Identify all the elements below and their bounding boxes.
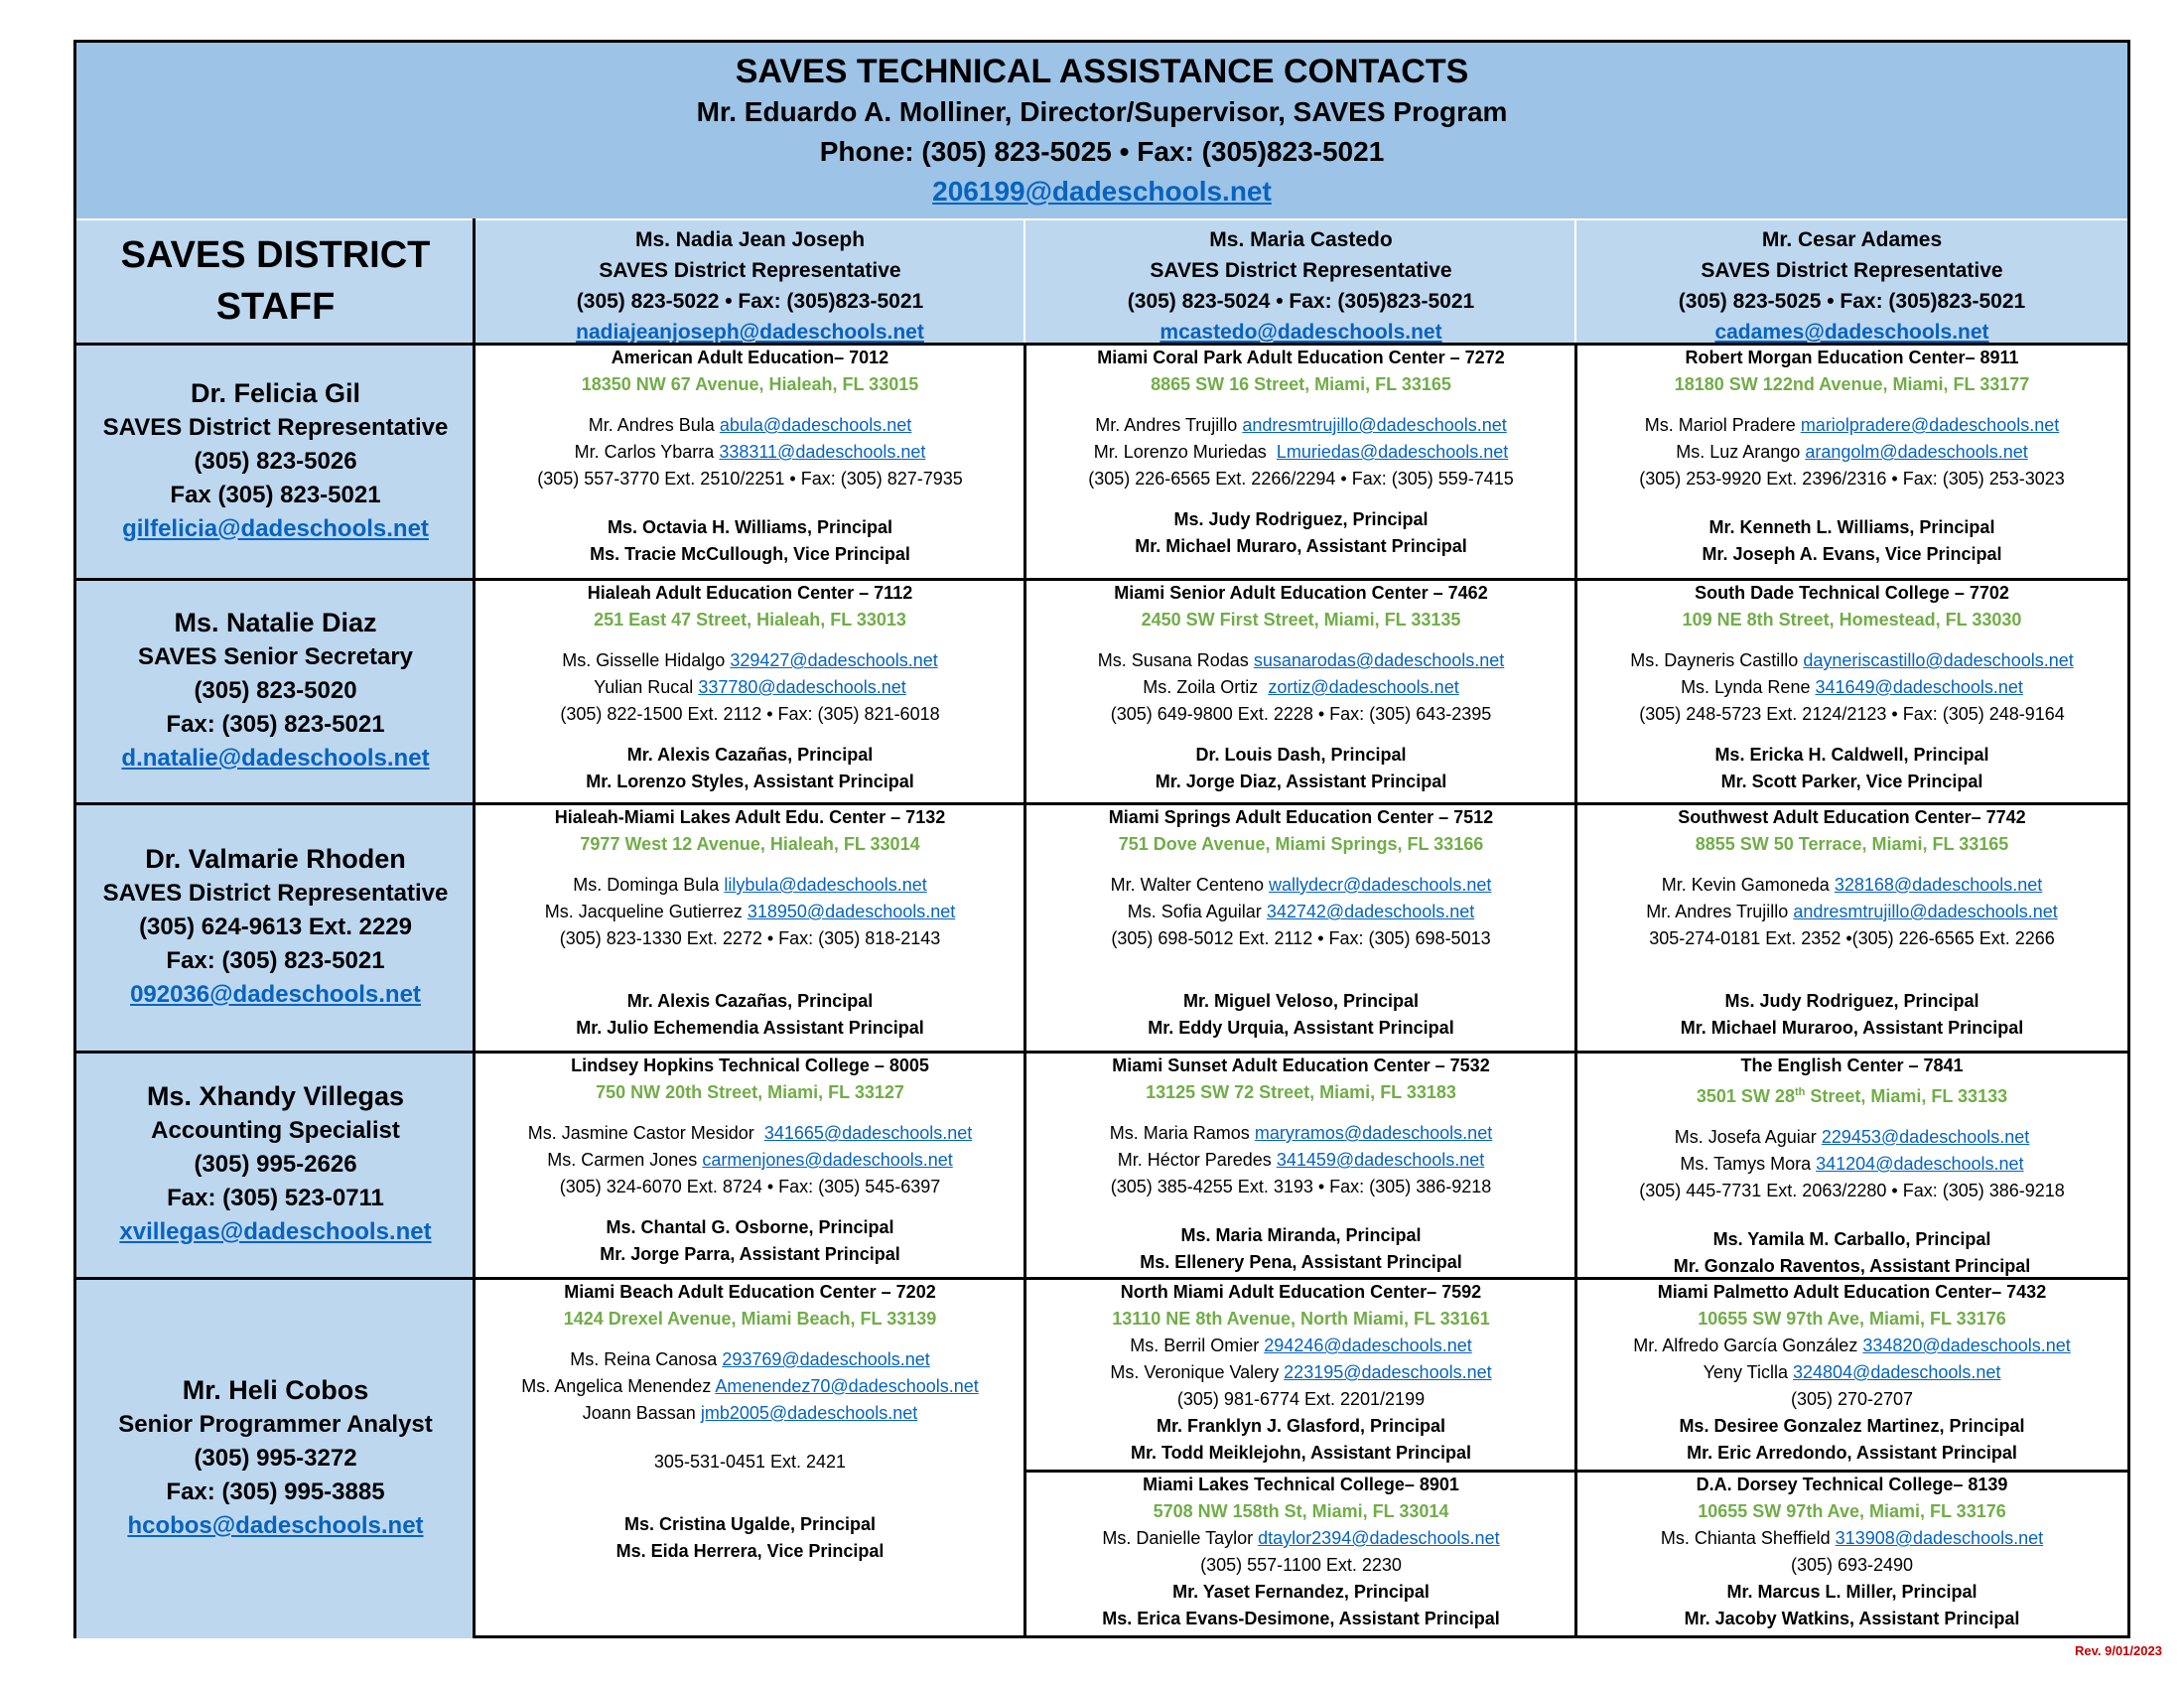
center-name: Robert Morgan Education Center– 8911 [1685, 348, 2019, 367]
contact-line [475, 1120, 1025, 1147]
rep-role: SAVES District Representative [599, 259, 901, 282]
divider [76, 343, 2127, 346]
contact-email-link[interactable]: arangolm@dadeschools.net [1805, 442, 2028, 462]
contact-name: Mr. Kevin Gamoneda [1661, 875, 1830, 895]
contact-name: Mr. Andres Trujillo [1646, 902, 1789, 921]
contact-line [475, 872, 1025, 899]
assistant-principal: Mr. Gonzalo Raventos, Assistant Principal [1673, 1256, 2031, 1276]
assistant-principal: Mr. Lorenzo Styles, Assistant Principal [586, 772, 914, 791]
center-address: 13125 SW 72 Street, Miami, FL 33183 [1146, 1082, 1456, 1102]
rep-email-link[interactable]: nadiajeanjoseph@dadeschools.net [576, 321, 924, 344]
contact-line [1025, 1359, 1576, 1386]
assistant-principal: Mr. Jorge Diaz, Assistant Principal [1155, 772, 1447, 791]
center-card [1576, 1470, 2127, 1638]
staff-fax: Fax (305) 823-5021 [170, 481, 381, 508]
center-name: North Miami Adult Education Center– 7592 [1120, 1282, 1482, 1302]
contact-email-link[interactable]: abula@dadeschools.net [719, 415, 912, 435]
divider [1024, 218, 1025, 343]
rep-role: SAVES District Representative [1150, 259, 1452, 282]
divider [473, 218, 476, 1638]
contact-email-link[interactable]: 294246@dadeschools.net [1264, 1336, 1472, 1355]
contact-name: Mr. Lorenzo Muriedas [1093, 442, 1267, 462]
contact-email-link[interactable]: maryramos@dadeschools.net [1254, 1123, 1493, 1143]
contact-email-link[interactable]: 324804@dadeschools.net [1792, 1362, 2001, 1382]
contact-name: Ms. Sofia Aguilar [1127, 902, 1262, 921]
rep-name: Mr. Cesar Adames [1761, 228, 1943, 251]
contact-name: Mr. Héctor Paredes [1117, 1150, 1272, 1170]
staff-fax: Fax: (305) 823-5021 [166, 711, 385, 738]
contact-email-link[interactable]: 341649@dadeschools.net [1815, 677, 2023, 697]
contact-line [475, 439, 1025, 466]
staff-name: Ms. Natalie Diaz [174, 608, 377, 637]
address-part: Street, Miami, FL 33133 [1805, 1086, 2008, 1106]
center-phone: (305) 649-9800 Ext. 2228 • Fax: (305) 643-2395 [1110, 704, 1492, 724]
contact-email-link[interactable]: 342742@dadeschools.net [1266, 902, 1475, 921]
principal: Ms. Desiree Gonzalez Martinez, Principal [1679, 1416, 2025, 1436]
vice-principal: Ms. Eida Herrera, Vice Principal [615, 1541, 885, 1561]
center-phone: (305) 385-4255 Ext. 3193 • Fax: (305) 386-9218 [1110, 1177, 1492, 1196]
center-card [1025, 578, 1576, 802]
center-card [1025, 1470, 1576, 1638]
rep-column-2 [1025, 218, 1576, 343]
assistant-principal: Mr. Jacoby Watkins, Assistant Principal [1684, 1609, 2020, 1628]
center-name: Miami Lakes Technical College– 8901 [1143, 1475, 1459, 1494]
contact-name: Ms. Tamys Mora [1680, 1154, 1812, 1174]
staff-fax: Fax: (305) 995-3885 [166, 1478, 385, 1505]
rep-phone: (305) 823-5022 • Fax: (305)823-5021 [576, 290, 924, 313]
rep-role: SAVES District Representative [1701, 259, 2003, 282]
contact-email-link[interactable]: 337780@dadeschools.net [698, 677, 906, 697]
contact-line [1576, 674, 2127, 701]
contact-email-link[interactable]: carmenjones@dadeschools.net [702, 1150, 953, 1170]
staff-card [76, 1277, 475, 1638]
contact-email-link[interactable]: mariolpradere@dadeschools.net [1800, 415, 2060, 435]
principal: Ms. Maria Miranda, Principal [1180, 1225, 1422, 1245]
staff-phone: (305) 823-5026 [194, 447, 357, 475]
contact-line [1576, 439, 2127, 466]
contact-email-link[interactable]: 338311@dadeschools.net [719, 442, 926, 462]
contact-name: Ms. Josefa Aguiar [1674, 1127, 1817, 1147]
center-phone: (305) 324-6070 Ext. 8724 • Fax: (305) 545-6397 [559, 1177, 941, 1196]
staff-phone: (305) 995-2626 [194, 1151, 357, 1178]
center-card [475, 1277, 1025, 1638]
director-line: Mr. Eduardo A. Molliner, Director/Supervisor, SAVES Program [696, 96, 1508, 127]
contact-name: Ms. Jasmine Castor Mesidor [527, 1123, 754, 1143]
center-phone: (305) 823-1330 Ext. 2272 • Fax: (305) 818-2143 [559, 928, 941, 948]
contact-email-link[interactable]: dayneriscastillo@dadeschools.net [1803, 650, 2074, 670]
contact-name: Mr. Walter Centeno [1110, 875, 1264, 895]
staff-card [76, 578, 475, 802]
contact-line [1025, 439, 1576, 466]
contact-line [1025, 674, 1576, 701]
contact-name: Ms. Lynda Rene [1681, 677, 1811, 697]
center-name: Miami Senior Adult Education Center – 7462 [1114, 583, 1488, 603]
principal: Ms. Chantal G. Osborne, Principal [606, 1217, 894, 1237]
center-name: D.A. Dorsey Technical College– 8139 [1696, 1475, 2008, 1494]
center-name: Miami Coral Park Adult Education Center – 7272 [1097, 348, 1505, 367]
center-phone: (305) 557-3770 Ext. 2510/2251 • Fax: (305) 827-7935 [537, 469, 963, 489]
contact-email-link[interactable]: andresmtrujillo@dadeschools.net [1793, 902, 2058, 921]
contact-line [475, 412, 1025, 439]
center-address: 10655 SW 97th Ave, Miami, FL 33176 [1698, 1309, 2006, 1329]
center-address: 751 Dove Avenue, Miami Springs, FL 33166 [1118, 834, 1484, 854]
contact-email-link[interactable]: wallydecr@dadeschools.net [1269, 875, 1492, 895]
staff-role: Senior Programmer Analyst [118, 1411, 433, 1438]
contact-line [1576, 1333, 2127, 1359]
rep-email-link[interactable]: cadames@dadeschools.net [1714, 321, 1989, 344]
center-name: Southwest Adult Education Center– 7742 [1678, 807, 2026, 827]
center-address: 2450 SW First Street, Miami, FL 33135 [1141, 610, 1461, 630]
contact-name: Mr. Alfredo García González [1633, 1336, 1858, 1355]
staff-heading-line2: STAFF [215, 285, 336, 328]
address-ordinal: th [1794, 1086, 1806, 1098]
page-header [76, 43, 2127, 218]
center-name: Miami Palmetto Adult Education Center– 7432 [1657, 1282, 2047, 1302]
rep-phone: (305) 823-5025 • Fax: (305)823-5021 [1678, 290, 2026, 313]
contact-email-link[interactable]: 341665@dadeschools.net [763, 1123, 973, 1143]
center-name: American Adult Education– 7012 [611, 348, 889, 367]
center-card [475, 343, 1025, 578]
contact-name: Ms. Maria Ramos [1109, 1123, 1250, 1143]
principal: Ms. Cristina Ugalde, Principal [623, 1514, 877, 1534]
contact-line [1576, 872, 2127, 899]
contact-name: Ms. Luz Arango [1676, 442, 1801, 462]
contact-line [1576, 647, 2127, 674]
center-address: 8865 SW 16 Street, Miami, FL 33165 [1151, 374, 1451, 394]
center-address: 10655 SW 97th Ave, Miami, FL 33176 [1698, 1501, 2006, 1521]
contact-line [475, 1147, 1025, 1174]
center-phone: 305-531-0451 Ext. 2421 [653, 1452, 847, 1472]
principal: Ms. Yamila M. Carballo, Principal [1712, 1229, 1991, 1249]
principal: Mr. Yaset Fernandez, Principal [1172, 1582, 1430, 1602]
staff-name: Dr. Valmarie Rhoden [145, 844, 406, 874]
center-card [1025, 343, 1576, 578]
contact-line [475, 674, 1025, 701]
center-card [1576, 1051, 2127, 1277]
staff-role: SAVES Senior Secretary [137, 643, 414, 670]
center-address: 8855 SW 50 Terrace, Miami, FL 33165 [1695, 834, 2009, 854]
divider [76, 578, 2127, 581]
rep-phone: (305) 823-5024 • Fax: (305)823-5021 [1127, 290, 1475, 313]
staff-email-link[interactable]: hcobos@dadeschools.net [127, 1512, 424, 1539]
principal: Mr. Alexis Cazañas, Principal [626, 991, 874, 1011]
contact-email-link[interactable]: 328168@dadeschools.net [1834, 875, 2043, 895]
principal: Ms. Judy Rodriguez, Principal [1724, 991, 1979, 1011]
divider [76, 1051, 2127, 1054]
contact-name: Ms. Angelica Menendez [521, 1376, 712, 1396]
contact-email-link[interactable]: lilybula@dadeschools.net [724, 875, 927, 895]
center-card [1576, 1277, 2127, 1470]
center-name: Hialeah Adult Education Center – 7112 [587, 583, 913, 603]
center-name: Miami Sunset Adult Education Center – 7532 [1112, 1055, 1490, 1075]
vice-principal: Ms. Tracie McCullough, Vice Principal [590, 544, 910, 564]
divider [76, 802, 2127, 805]
principal: Mr. Miguel Veloso, Principal [1182, 991, 1420, 1011]
assistant-principal: Mr. Julio Echemendia Assistant Principal [576, 1018, 924, 1038]
staff-email-link[interactable]: d.natalie@dadeschools.net [121, 745, 430, 772]
contact-name: Ms. Dayneris Castillo [1630, 650, 1799, 670]
contact-line [1576, 1124, 2127, 1151]
center-phone: (305) 822-1500 Ext. 2112 • Fax: (305) 821-6018 [560, 704, 940, 724]
contact-line [1576, 1359, 2127, 1386]
center-phone: (305) 693-2490 [1790, 1555, 1914, 1575]
staff-card [76, 802, 475, 1051]
rep-name: Ms. Maria Castedo [1209, 228, 1393, 251]
staff-name: Ms. Xhandy Villegas [146, 1081, 405, 1111]
center-card [1576, 802, 2127, 1051]
contact-line [475, 1346, 1025, 1373]
divider [1574, 218, 1576, 343]
contact-email-link[interactable]: 229453@dadeschools.net [1821, 1127, 2030, 1147]
principal: Ms. Ericka H. Caldwell, Principal [1714, 745, 1989, 765]
principal: Ms. Judy Rodriguez, Principal [1173, 509, 1429, 529]
contact-name: Ms. Gisselle Hidalgo [562, 650, 726, 670]
assistant-principal: Ms. Erica Evans-Desimone, Assistant Principal [1102, 1609, 1500, 1628]
center-address: 7977 West 12 Avenue, Hialeah, FL 33014 [580, 834, 920, 854]
principal: Mr. Franklyn J. Glasford, Principal [1156, 1416, 1446, 1436]
staff-fax: Fax: (305) 523-0711 [167, 1185, 384, 1211]
assistant-principal: Mr. Todd Meiklejohn, Assistant Principal [1130, 1443, 1472, 1463]
contact-line [1576, 1151, 2127, 1178]
contact-email-link[interactable]: 313908@dadeschools.net [1835, 1528, 2044, 1548]
center-address [1576, 1079, 2127, 1110]
contact-name: Ms. Veronique Valery [1110, 1362, 1280, 1382]
center-card [475, 578, 1025, 802]
contact-email-link[interactable]: 329427@dadeschools.net [730, 650, 938, 670]
contact-email-link[interactable]: 334820@dadeschools.net [1862, 1336, 2071, 1355]
staff-role: Accounting Specialist [151, 1117, 400, 1144]
center-address: 109 NE 8th Street, Homestead, FL 33030 [1682, 610, 2022, 630]
center-address: 750 NW 20th Street, Miami, FL 33127 [596, 1082, 904, 1102]
contact-name: Ms. Reina Canosa [570, 1349, 718, 1369]
page-title: SAVES TECHNICAL ASSISTANCE CONTACTS [735, 53, 1469, 90]
center-phone: (305) 248-5723 Ext. 2124/2123 • Fax: (305) 248-9164 [1639, 704, 2065, 724]
vice-principal: Mr. Joseph A. Evans, Vice Principal [1702, 544, 2002, 564]
contact-name: Yulian Rucal [594, 677, 694, 697]
center-name: Lindsey Hopkins Technical College – 8005 [571, 1055, 929, 1075]
contact-line [1025, 872, 1576, 899]
contact-email-link[interactable]: andresmtrujillo@dadeschools.net [1242, 415, 1507, 435]
address-part: 3501 SW 28 [1696, 1086, 1795, 1106]
contact-line [475, 647, 1025, 674]
contact-line [475, 1400, 1025, 1427]
center-phone: (305) 698-5012 Ext. 2112 • Fax: (305) 698-5013 [1111, 928, 1491, 948]
staff-heading-line1: SAVES DISTRICT [120, 233, 431, 276]
center-phone: (305) 270-2707 [1790, 1389, 1914, 1409]
staff-name: Mr. Heli Cobos [182, 1375, 369, 1405]
staff-phone: (305) 995-3272 [194, 1445, 357, 1472]
center-name: Hialeah-Miami Lakes Adult Edu. Center – 7132 [554, 807, 946, 827]
contact-email-link[interactable]: Amenendez70@dadeschools.net [715, 1376, 979, 1396]
director-phone: Phone: (305) 823-5025 • Fax: (305)823-5021 [819, 136, 1385, 167]
center-card [1025, 1277, 1576, 1470]
staff-email-link[interactable]: xvillegas@dadeschools.net [119, 1218, 432, 1245]
principal: Mr. Marcus L. Miller, Principal [1726, 1582, 1978, 1602]
contact-name: Mr. Andres Bula [588, 415, 715, 435]
staff-card [76, 1051, 475, 1277]
staff-role: SAVES District Representative [102, 413, 449, 441]
center-name: Miami Springs Adult Education Center – 7512 [1108, 807, 1494, 827]
rep-email-link[interactable]: mcastedo@dadeschools.net [1160, 321, 1442, 344]
center-name: The English Center – 7841 [1740, 1055, 1964, 1075]
center-phone: (305) 981-6774 Ext. 2201/2199 [1176, 1389, 1426, 1409]
staff-phone: (305) 823-5020 [194, 677, 357, 704]
contact-name: Joann Bassan [582, 1403, 696, 1423]
revision-date: Rev. 9/01/2023 [2075, 1643, 2162, 1658]
principal: Mr. Alexis Cazañas, Principal [626, 745, 874, 765]
contact-line [1576, 412, 2127, 439]
contact-name: Ms. Berril Omier [1130, 1336, 1260, 1355]
rep-column-3 [1576, 218, 2127, 343]
contact-line [1025, 1147, 1576, 1174]
staff-heading [76, 218, 475, 343]
contact-line [1025, 1525, 1576, 1552]
assistant-principal: Mr. Michael Muraro, Assistant Principal [1135, 536, 1467, 556]
contact-name: Ms. Jacqueline Gutierrez [544, 902, 743, 921]
contact-line [1025, 1333, 1576, 1359]
center-name: Miami Beach Adult Education Center – 7202 [564, 1282, 936, 1302]
principal: Dr. Louis Dash, Principal [1195, 745, 1407, 765]
contact-line [1025, 899, 1576, 925]
principal: Ms. Octavia H. Williams, Principal [608, 517, 892, 537]
contact-name: Ms. Carmen Jones [547, 1150, 698, 1170]
staff-phone: (305) 624-9613 Ext. 2229 [139, 914, 412, 940]
staff-email-link[interactable]: 092036@dadeschools.net [130, 981, 421, 1008]
contact-name: Ms. Chianta Sheffield [1660, 1528, 1831, 1548]
staff-fax: Fax: (305) 823-5021 [166, 947, 385, 974]
contact-name: Ms. Dominga Bula [573, 875, 720, 895]
contact-email-link[interactable]: susanarodas@dadeschools.net [1253, 650, 1505, 670]
center-card [475, 802, 1025, 1051]
contact-line [475, 1373, 1025, 1400]
contact-email-link[interactable]: jmb2005@dadeschools.net [700, 1403, 918, 1423]
center-name: South Dade Technical College – 7702 [1695, 583, 2009, 603]
contact-email-link[interactable]: dtaylor2394@dadeschools.net [1258, 1528, 1500, 1548]
contacts-table [73, 40, 2130, 1638]
rep-name: Ms. Nadia Jean Joseph [634, 228, 866, 251]
center-card [1025, 1051, 1576, 1277]
divider [1024, 343, 1026, 1638]
contact-name: Mr. Andres Trujillo [1095, 415, 1238, 435]
divider [76, 1277, 2127, 1280]
staff-name: Dr. Felicia Gil [190, 377, 361, 408]
contact-name: Ms. Mariol Pradere [1644, 415, 1796, 435]
assistant-principal: Mr. Michael Muraroo, Assistant Principal [1680, 1018, 2024, 1038]
contact-email-link[interactable]: Lmuriedas@dadeschools.net [1276, 442, 1509, 462]
contact-email-link[interactable]: 318950@dadeschools.net [747, 902, 956, 921]
contact-name: Ms. Danielle Taylor [1102, 1528, 1254, 1548]
staff-card [76, 343, 475, 578]
center-address: 18350 NW 67 Avenue, Hialeah, FL 33015 [581, 374, 919, 394]
center-phone: (305) 445-7731 Ext. 2063/2280 • Fax: (305) 386-9218 [1639, 1181, 2065, 1200]
center-phone: (305) 557-1100 Ext. 2230 [1200, 1555, 1402, 1575]
center-card [1576, 343, 2127, 578]
contact-email-link[interactable]: 341459@dadeschools.net [1276, 1150, 1485, 1170]
vice-principal: Mr. Scott Parker, Vice Principal [1720, 772, 1983, 791]
center-phone: (305) 253-9920 Ext. 2396/2316 • Fax: (305) 253-3023 [1639, 469, 2065, 489]
assistant-principal: Ms. Ellenery Pena, Assistant Principal [1140, 1252, 1462, 1272]
center-address: 13110 NE 8th Avenue, North Miami, FL 33161 [1112, 1309, 1490, 1329]
contact-line [1025, 1120, 1576, 1147]
center-card [1576, 578, 2127, 802]
center-address: 18180 SW 122nd Avenue, Miami, FL 33177 [1674, 374, 2030, 394]
contact-line [1576, 899, 2127, 925]
contact-email-link[interactable]: 223195@dadeschools.net [1284, 1362, 1492, 1382]
staff-email-link[interactable]: gilfelicia@dadeschools.net [122, 514, 429, 542]
center-address: 5708 NW 158th St, Miami, FL 33014 [1153, 1501, 1449, 1521]
contact-email-link[interactable]: 293769@dadeschools.net [722, 1349, 930, 1369]
contact-line [1576, 1525, 2127, 1552]
principal: Mr. Kenneth L. Williams, Principal [1708, 517, 1995, 537]
contact-email-link[interactable]: zortiz@dadeschools.net [1268, 677, 1459, 697]
divider [76, 218, 2127, 220]
center-phone: 305-274-0181 Ext. 2352 •(305) 226-6565 Ext. 2266 [1649, 928, 2055, 948]
assistant-principal: Mr. Eric Arredondo, Assistant Principal [1687, 1443, 2017, 1463]
center-address: 1424 Drexel Avenue, Miami Beach, FL 33139 [563, 1309, 937, 1329]
assistant-principal: Mr. Jorge Parra, Assistant Principal [600, 1244, 900, 1264]
contact-line [475, 899, 1025, 925]
contact-line [1025, 647, 1576, 674]
contact-name: Yeny Ticlla [1703, 1362, 1788, 1382]
rep-column-1 [475, 218, 1025, 343]
contact-name: Mr. Carlos Ybarra [574, 442, 715, 462]
center-card [1025, 802, 1576, 1051]
assistant-principal: Mr. Eddy Urquia, Assistant Principal [1148, 1018, 1454, 1038]
staff-role: SAVES District Representative [102, 880, 449, 907]
director-email-link[interactable]: 206199@dadeschools.net [932, 176, 1272, 207]
divider [1574, 343, 1577, 1638]
contact-line [1025, 412, 1576, 439]
center-card [475, 1051, 1025, 1277]
contact-email-link[interactable]: 341204@dadeschools.net [1816, 1154, 2024, 1174]
center-address: 251 East 47 Street, Hialeah, FL 33013 [594, 610, 906, 630]
contact-name: Ms. Susana Rodas [1097, 650, 1249, 670]
center-phone: (305) 226-6565 Ext. 2266/2294 • Fax: (305) 559-7415 [1088, 469, 1514, 489]
contact-name: Ms. Zoila Ortiz [1143, 677, 1259, 697]
